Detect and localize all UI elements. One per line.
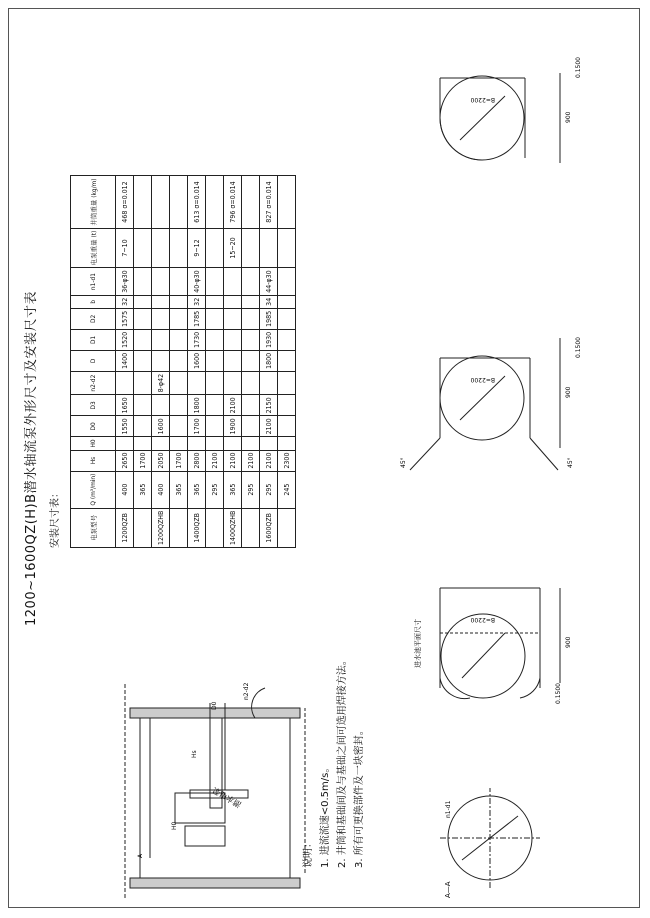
note-1: 1. 进流流速<0.5m/s。 (320, 762, 331, 868)
table-cell: 1200QZB (116, 508, 134, 547)
header-cell: H0 (71, 437, 116, 450)
table-cell: 2150 (260, 395, 278, 416)
table-cell: 1700 (134, 450, 152, 471)
table-cell: 468 σ=0.012 (116, 176, 134, 228)
label-n2d2: n2-d2 (243, 682, 250, 700)
table-cell: 365 (224, 471, 242, 508)
header-cell: D1 (71, 329, 116, 350)
sump-bevel-2a (410, 438, 440, 470)
table-cell: 827 σ=0.014 (260, 176, 278, 228)
table-cell: 1900 (224, 416, 242, 437)
table-cell: 1400 (116, 350, 134, 371)
sump-wall-3a (440, 78, 482, 160)
dim-900-3: 900 (565, 111, 572, 123)
table-cell: 2800 (188, 450, 206, 471)
table-cell: 1400QZB (188, 508, 206, 547)
header-cell: D3 (71, 395, 116, 416)
table-cell: 2650 (116, 450, 134, 471)
table-cell: 796 σ=0.014 (224, 176, 242, 228)
table-cell: 2100 (224, 395, 242, 416)
table-cell: 40-φ30 (188, 268, 206, 295)
dim-b-2: B=2200 (470, 376, 495, 383)
table-cell: 8-φ42 (152, 371, 170, 394)
table-cell: 1700 (170, 450, 188, 471)
table-cell: 1700 (188, 416, 206, 437)
sump-plan-2 (410, 338, 560, 470)
header-cell: Hs (71, 450, 116, 471)
table-cell: 1600 (152, 416, 170, 437)
table-cell: 32 (116, 295, 134, 308)
table-cell: 2100 (260, 450, 278, 471)
pump-label: 潜水电泵 (210, 785, 243, 810)
table-cell: 36-φ30 (116, 268, 134, 295)
section-aa-label: A—A (444, 881, 452, 898)
table-cell: 1550 (116, 416, 134, 437)
dim-r-1: 0.1500 (555, 683, 562, 704)
sump-bevel-2b (530, 438, 558, 470)
table-cell: 2100 (206, 450, 224, 471)
angle-45-a: 45° (400, 457, 407, 468)
table-cell: 1600QZB (260, 508, 278, 547)
table-cell: 1520 (116, 329, 134, 350)
angle-45-b: 45° (567, 457, 574, 468)
label-h0: H0 (171, 821, 178, 830)
dim-b-3: B=2200 (470, 96, 495, 103)
table-cell: 32 (188, 295, 206, 308)
table-cell: 1985 (260, 308, 278, 329)
table-cell: 34 (260, 295, 278, 308)
table-cell: 2050 (152, 450, 170, 471)
header-cell: D0 (71, 416, 116, 437)
table-cell: 400 (116, 471, 134, 508)
sump-plan-1 (440, 588, 560, 699)
table-cell: 1575 (116, 308, 134, 329)
header-cell: n1-d1 (71, 268, 116, 295)
table-cell: 9~12 (188, 228, 206, 268)
table-cell: 365 (134, 471, 152, 508)
table-cell: 1785 (188, 308, 206, 329)
table-cell: 7~10 (116, 228, 134, 268)
dim-r-2: 0.1500 (575, 337, 582, 358)
table-caption: 安装尺寸表： (50, 488, 61, 548)
header-cell: 电泵重量 (t) (71, 228, 116, 268)
table-cell: 44-φ30 (260, 268, 278, 295)
header-cell: D2 (71, 308, 116, 329)
table-cell: 295 (206, 471, 224, 508)
header-cell: b (71, 295, 116, 308)
table-cell: 245 (278, 471, 296, 508)
header-cell: D (71, 350, 116, 371)
table-cell: 2100 (224, 450, 242, 471)
table-cell: 1650 (116, 395, 134, 416)
table-cell: 1800 (260, 350, 278, 371)
header-cell: 电泵型号 (71, 508, 116, 547)
table-cell: 1200QZHB (152, 508, 170, 547)
table-cell: 365 (188, 471, 206, 508)
table-cell: 1730 (188, 329, 206, 350)
sump-view-label: 进水池平面尺寸 (414, 619, 422, 668)
header-cell: n2-d2 (71, 371, 116, 394)
table-cell: 2100 (242, 450, 260, 471)
table-cell: 613 σ=0.014 (188, 176, 206, 228)
table-cell: 400 (152, 471, 170, 508)
sump-plan-3 (440, 73, 560, 163)
dim-900-2: 900 (565, 386, 572, 398)
note-2: 2. 井筒和基础间及与基础之间可选用焊接方法。 (337, 655, 348, 868)
table-cell: 1400QZHB (224, 508, 242, 547)
label-n1d1: n1-d1 (445, 800, 452, 818)
table-cell: 1930 (260, 329, 278, 350)
sump-arc-1a (440, 678, 470, 699)
table-cell: 1800 (188, 395, 206, 416)
dim-r-3: 0.1500 (575, 57, 582, 78)
section-aa-drawing (440, 788, 540, 888)
table-cell: 295 (242, 471, 260, 508)
note-3: 3. 所有可更换部件及一块密封。 (354, 725, 365, 868)
table-cell: 2300 (278, 450, 296, 471)
table-cell: 365 (170, 471, 188, 508)
table-cell: 1600 (188, 350, 206, 371)
drawing-title: 1200~1600QZ(H)B潜水轴流泵外形尺寸及安装尺寸表 (24, 290, 39, 626)
radius-1 (462, 633, 505, 678)
header-cell: 井筒重量 (kg/m) (71, 176, 116, 228)
label-a: A (137, 853, 144, 858)
floor-hatch (130, 878, 300, 888)
notes-title: 说明： (303, 838, 314, 868)
label-hs: Hs (191, 750, 198, 758)
dim-b-1: B=2200 (470, 616, 495, 623)
table-cell: 15~20 (224, 228, 242, 268)
pump-impeller (185, 826, 225, 846)
table-cell: 2100 (260, 416, 278, 437)
sump-arc-1b (520, 678, 540, 698)
header-cell: Q (m³/min) (71, 471, 116, 508)
table-cell: 295 (260, 471, 278, 508)
dim-900-1: 900 (565, 636, 572, 648)
label-d0: D0 (211, 701, 218, 710)
